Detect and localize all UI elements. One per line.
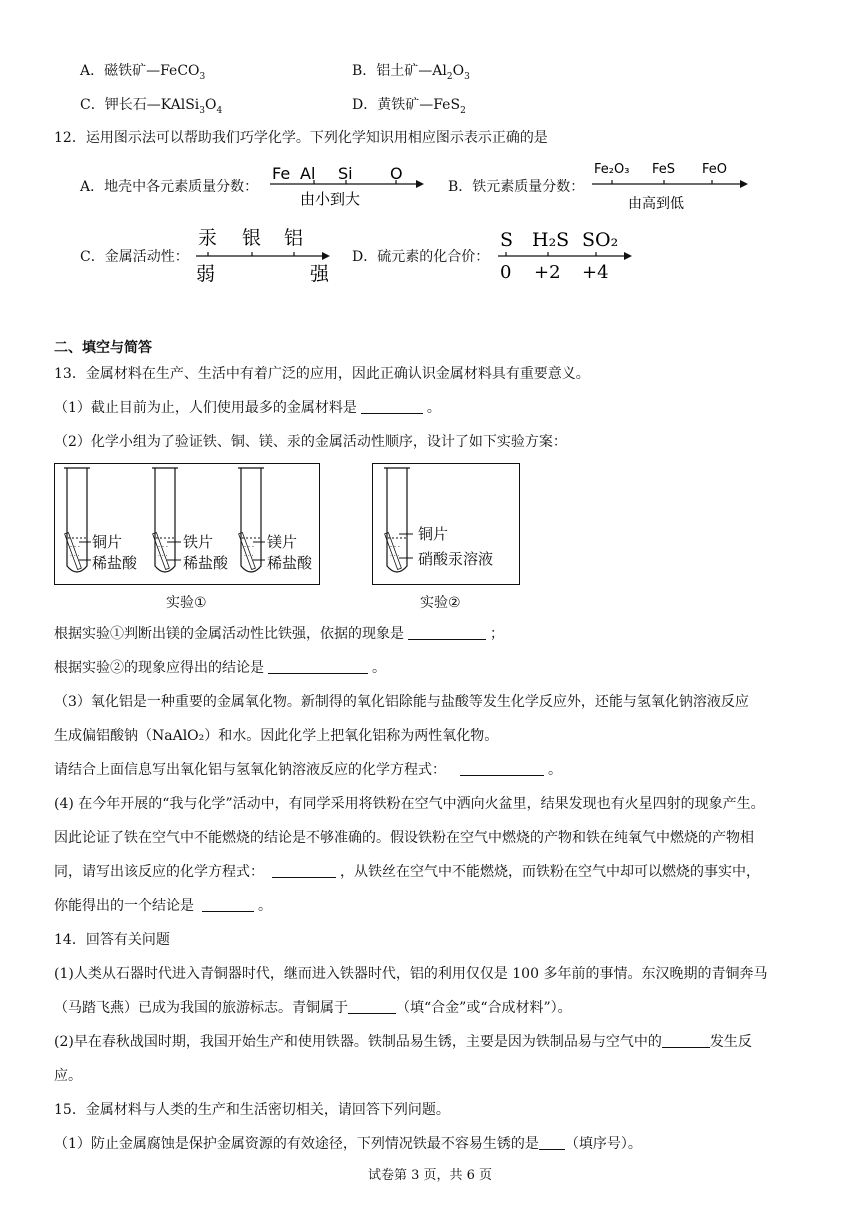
q12-d-val-0: 0: [500, 262, 512, 283]
q14-p1-l2: （马踏飞燕）已成为我国的旅游标志。青铜属于 （填“合金”或“合成材料”）。: [54, 1000, 572, 1016]
q12-d-el-2: SO₂: [582, 229, 619, 251]
svg-text:· · ·: · · ·: [244, 553, 254, 560]
exp2-metal: 铜片: [418, 525, 449, 543]
answer-blank[interactable]: [539, 1135, 565, 1150]
q13-stem: 13．金属材料在生产、生活中有着广泛的应用，因此正确认识金属材料具有重要意义。: [54, 366, 590, 382]
answer-blank[interactable]: [348, 999, 396, 1014]
q14-p2-l1: (2)早在春秋战国时期，我国开始生产和使用铁器。铁制品易生锈，主要是因为铁制品易与空气中的 发生反: [54, 1034, 752, 1050]
q12-c-arrowhead: [322, 252, 330, 260]
q12-d-el-0: S: [500, 229, 514, 251]
q12-c-weak: 弱: [196, 263, 216, 285]
q12-b-el-2: FeO: [702, 162, 727, 177]
q12-a-caption: 由小到大: [300, 190, 361, 208]
exp1-tube1-acid: 稀盐酸: [92, 554, 138, 572]
q12-c-el-0: 汞: [198, 227, 218, 249]
svg-text:- - -: - - -: [70, 543, 80, 550]
q12-a-diagram: [268, 160, 428, 212]
q11-option-a: A．磁铁矿—FeCO$_3$: [80, 63, 206, 82]
answer-blank[interactable]: [361, 399, 423, 414]
answer-blank[interactable]: [272, 863, 336, 878]
svg-text:· · ·: · · ·: [390, 553, 400, 560]
exp1-tube1-metal: 铜片: [92, 533, 123, 551]
q14-p1-l1: (1)人类从石器时代进入青铜器时代，继而进入铁器时代，铝的利用仅仅是 100 多年前的事情。东汉晚期的青铜奔马: [54, 966, 768, 982]
q14-p2-l2: 应。: [54, 1068, 82, 1084]
q12-d-el-1: H₂S: [532, 229, 570, 251]
q12-a-el-1: Al: [300, 164, 316, 183]
q13-p3-l2: 生成偏铝酸钠（NaAlO₂）和水。因此化学上把氧化铝称为两性氧化物。: [54, 728, 499, 744]
answer-blank[interactable]: [268, 659, 368, 674]
q12-a-arrowhead: [416, 180, 424, 188]
q12-a-label: A．地壳中各元素质量分数：: [80, 179, 259, 195]
q12-b-diagram: [588, 156, 758, 216]
svg-text:- - -: - - -: [158, 543, 168, 550]
q12-b-label: B．铁元素质量分数：: [448, 179, 585, 195]
answer-blank[interactable]: [460, 761, 544, 776]
exp1-tube2-metal: 铁片: [183, 533, 214, 551]
page-footer: 试卷第 3 页，共 6 页: [367, 1168, 493, 1183]
svg-text:· · ·: · · ·: [158, 553, 168, 560]
q14-stem: 14．回答有关问题: [54, 932, 170, 948]
q13-p1: （1）截止目前为止，人们使用最多的金属材料是 。: [54, 400, 441, 416]
exp1-tube2-acid: 稀盐酸: [183, 554, 229, 572]
q12-c-el-1: 银: [242, 227, 262, 249]
q12-d-val-2: +4: [582, 262, 609, 283]
q13-p4-l2: 因此论证了铁在空气中不能燃烧的结论是不够准确的。假设铁粉在空气中燃烧的产物和铁在纯氧气中燃烧的产物相: [54, 830, 754, 846]
q15-stem: 15．金属材料与人类的生产和生活密切相关，请回答下列问题。: [54, 1102, 450, 1118]
experiment-1-figure: [54, 463, 320, 585]
answer-blank[interactable]: [202, 897, 254, 912]
q15-p1: （1）防止金属腐蚀是保护金属资源的有效途径，下列情况铁最不容易生锈的是 （填序号）。: [54, 1136, 642, 1152]
q13-p3-l3: 请结合上面信息写出氧化铝与氢氧化钠溶液反应的化学方程式： 。: [54, 762, 562, 778]
q12-stem: 12．运用图示法可以帮助我们巧学化学。下列化学知识用相应图示表示正确的是: [54, 130, 548, 146]
exp1-caption: 实验①: [166, 595, 207, 611]
q12-b-arrowhead: [740, 180, 748, 188]
q11-option-c: C．钾长石$—KAlSi_3O_4$: [80, 97, 223, 116]
q13-p4-l1: (4) 在今年开展的“我与化学”活动中，有同学采用将铁粉在空气中洒向火盆里，结果发现也有火星四射的现象产生。: [54, 796, 765, 812]
exp2-caption: 实验②: [420, 595, 461, 611]
exp2-solution: 硝酸汞溶液: [418, 550, 494, 568]
answer-blank[interactable]: [662, 1033, 710, 1048]
q12-d-val-1: +2: [534, 262, 561, 283]
exp1-tube3-acid: 稀盐酸: [267, 554, 313, 572]
q12-b-caption: 由高到低: [628, 196, 684, 212]
svg-text:- - -: - - -: [390, 543, 400, 550]
q12-d-diagram: [494, 226, 644, 288]
q13-p4-l3: 同，请写出该反应的化学方程式： ，从铁丝在空气中不能燃烧，而铁粉在空气中却可以燃烧的事实中，: [54, 864, 760, 880]
q11-option-b: B．铝土矿$—Al_2O_3$: [352, 63, 470, 82]
q12-c-label: C．金属活动性：: [80, 249, 189, 265]
q13-p2-q1: 根据实验①判断出镁的金属活动性比铁强，依据的现象是 ；: [54, 626, 504, 642]
experiment-2-figure: [372, 463, 520, 585]
q12-a-el-3: O: [390, 164, 403, 183]
q12-c-el-2: 铝: [284, 227, 304, 249]
q12-a-el-2: Si: [338, 164, 353, 183]
q12-b-el-1: FeS: [652, 162, 676, 177]
answer-blank[interactable]: [408, 625, 486, 640]
q12-b-el-0: Fe₂O₃: [594, 162, 630, 177]
svg-text:· · ·: · · ·: [70, 553, 80, 560]
q12-c-diagram: [192, 222, 340, 288]
q12-d-arrowhead: [624, 252, 632, 260]
svg-text:- - -: - - -: [244, 543, 254, 550]
q12-d-label: D．硫元素的化合价：: [352, 249, 490, 265]
q12-a-el-0: Fe: [272, 164, 291, 183]
q13-p2: （2）化学小组为了验证铁、铜、镁、汞的金属活动性顺序，设计了如下实验方案：: [54, 434, 567, 450]
q13-p4-l4: 你能得出的一个结论是 。: [54, 898, 272, 914]
q12-c-strong: 强: [310, 263, 330, 285]
q13-p3-l1: （3）氧化铝是一种重要的金属氧化物。新制得的氧化铝除能与盐酸等发生化学反应外，还能与氢氧化钠溶液反应: [54, 694, 749, 710]
q11-option-d: D．黄铁矿—FeS$_2$: [352, 97, 466, 116]
section-title: 二、填空与简答: [54, 340, 152, 356]
exp1-tube3-metal: 镁片: [267, 533, 298, 551]
q13-p2-q2: 根据实验②的现象应得出的结论是 。: [54, 660, 386, 676]
